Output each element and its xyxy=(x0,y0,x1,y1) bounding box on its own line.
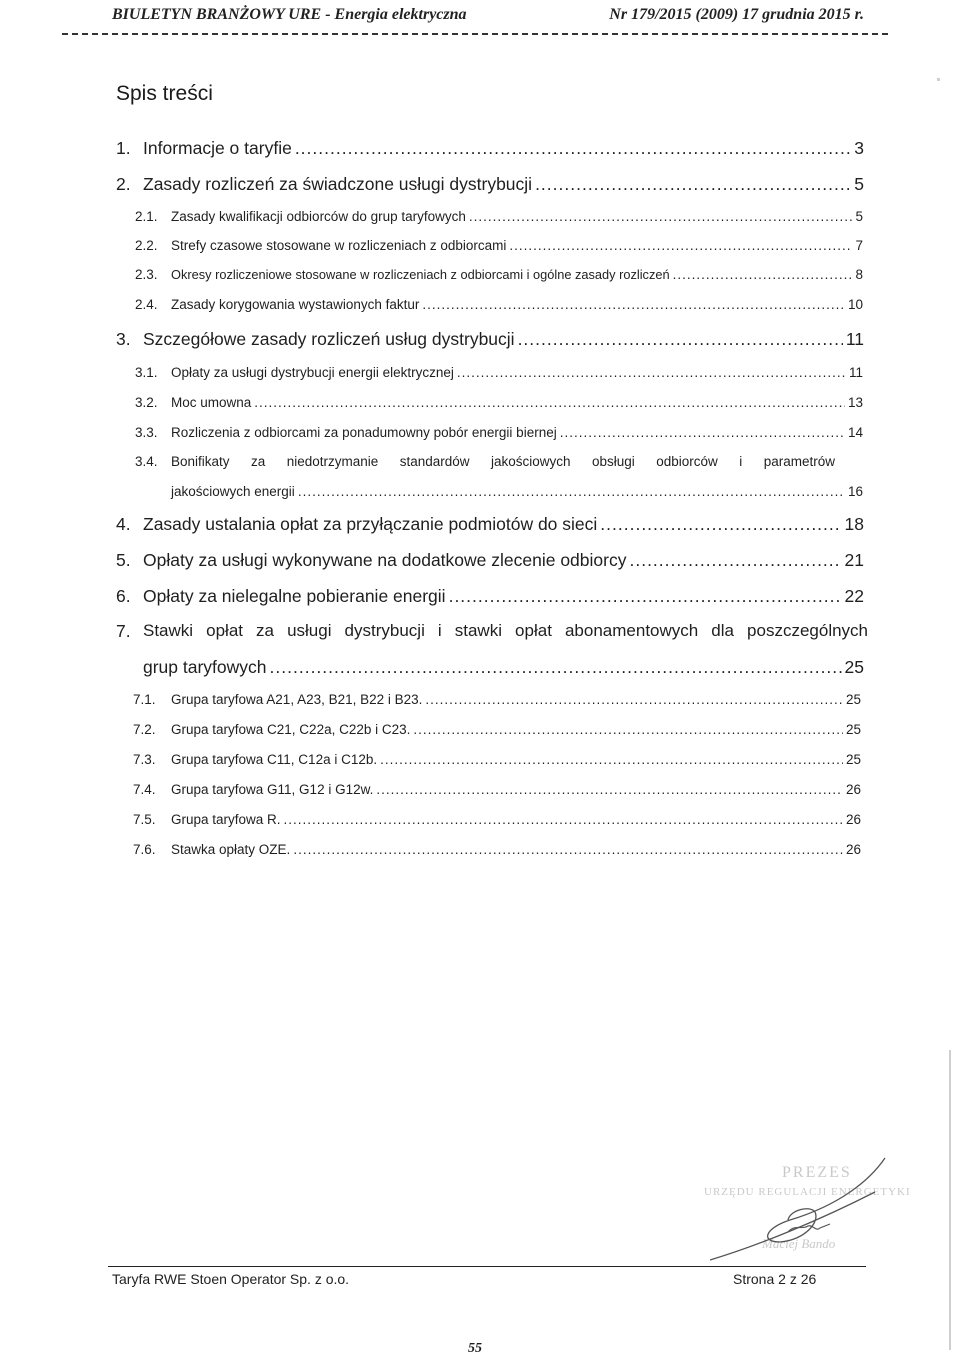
toc-entry-text: Zasady korygowania wystawionych faktur xyxy=(171,297,420,312)
toc-entry-page: 3 xyxy=(854,138,864,158)
toc-entry-number: 6. xyxy=(116,586,131,606)
stamp-line-2: URZĘDU REGULACJI ENERGETYKI xyxy=(704,1186,911,1198)
toc-leader xyxy=(298,484,845,499)
toc-entry-text: Stawka opłaty OZE. xyxy=(171,842,291,857)
toc-entry-text: jakościowych energii xyxy=(171,484,295,499)
toc-entry-3[interactable] xyxy=(116,329,864,350)
toc-entry-text: grup taryfowych xyxy=(143,657,267,677)
toc-entry-3-4-continuation[interactable] xyxy=(171,484,863,499)
toc-entry-2-2[interactable] xyxy=(135,238,863,253)
toc-entry-number: 3.3. xyxy=(135,425,158,440)
toc-entry-text: Szczegółowe zasady rozliczeń usług dystrybucji xyxy=(143,329,515,349)
stamp-line-1: PREZES xyxy=(782,1164,852,1181)
toc-entry-text: Grupa taryfowa R. xyxy=(171,812,281,827)
toc-entry-3-4[interactable] xyxy=(135,454,835,469)
toc-entry-text: Grupa taryfowa C11, C12a i C12b. xyxy=(171,752,378,767)
toc-entry-6[interactable] xyxy=(116,586,864,607)
toc-entry-number: 7.6. xyxy=(133,842,156,857)
toc-leader xyxy=(380,752,843,767)
toc-entry-number: 7.3. xyxy=(133,752,156,767)
toc-entry-page: 13 xyxy=(847,395,863,410)
toc-leader xyxy=(295,138,851,159)
toc-leader xyxy=(509,238,852,253)
toc-entry-7-continuation[interactable] xyxy=(143,657,864,678)
toc-entry-page: 26 xyxy=(845,812,861,827)
toc-leader xyxy=(535,174,851,195)
toc-entry-7-4[interactable] xyxy=(133,782,861,797)
toc-entry-text: Opłaty za usługi dystrybucji energii elektrycznej xyxy=(171,365,454,380)
toc-leader xyxy=(673,267,853,282)
toc-entry-page: 5 xyxy=(854,174,864,194)
bulletin-issue: Nr 179/2015 (2009) 17 grudnia 2015 r. xyxy=(609,6,864,23)
toc-entry-page: 11 xyxy=(848,365,863,380)
toc-entry-page: 26 xyxy=(845,782,861,797)
toc-entry-4[interactable] xyxy=(116,514,864,535)
toc-entry-text: Stawki opłat za usługi dystrybucji i stawki opłat abonamentowych dla poszczególnych xyxy=(143,621,868,640)
toc-leader xyxy=(560,425,845,440)
toc-entry-number: 2.2. xyxy=(135,238,158,253)
toc-leader xyxy=(469,209,853,224)
toc-entry-page: 25 xyxy=(844,657,864,677)
toc-leader xyxy=(518,329,843,350)
toc-entry-3-1[interactable] xyxy=(135,365,863,380)
toc-entry-text: Rozliczenia z odbiorcami za ponadumowny pobór energii biernej xyxy=(171,425,557,440)
toc-entry-text: Zasady kwalifikacji odbiorców do grup taryfowych xyxy=(171,209,466,224)
bulletin-header xyxy=(112,4,864,28)
toc-entry-text: Strefy czasowe stosowane w rozliczeniach z odbiorcami xyxy=(171,238,507,253)
toc-entry-text: Grupa taryfowa C21, C22a, C22b i C23. xyxy=(171,722,411,737)
toc-entry-text: Grupa taryfowa G11, G12 i G12w. xyxy=(171,782,374,797)
toc-entry-7-2[interactable] xyxy=(133,722,861,737)
toc-entry-number: 2.4. xyxy=(135,297,158,312)
toc-leader xyxy=(422,297,845,312)
toc-entry-number: 7. xyxy=(116,621,131,641)
toc-leader xyxy=(413,722,843,737)
toc-entry-text: Informacje o taryfie xyxy=(143,138,292,158)
toc-entry-text: Moc umowna xyxy=(171,395,252,410)
toc-leader xyxy=(376,782,843,797)
toc-entry-page: 7 xyxy=(855,238,863,253)
toc-entry-2[interactable] xyxy=(116,174,864,195)
toc-entry-page: 25 xyxy=(845,692,861,707)
toc-entry-page: 10 xyxy=(847,297,863,312)
toc-entry-7-6[interactable] xyxy=(133,842,861,857)
toc-entry-page: 16 xyxy=(847,484,863,499)
toc-title: Spis treści xyxy=(116,82,213,105)
toc-entry-2-3[interactable] xyxy=(135,267,863,282)
toc-leader xyxy=(425,692,843,707)
toc-entry-1[interactable] xyxy=(116,138,864,159)
toc-entry-2-1[interactable] xyxy=(135,209,863,224)
footer-company: Taryfa RWE Stoen Operator Sp. z o.o. xyxy=(112,1271,350,1287)
toc-entry-page: 18 xyxy=(844,514,864,534)
toc-leader xyxy=(254,395,845,410)
stamp-name: Maciej Bando xyxy=(762,1236,836,1251)
toc-entry-number: 7.5. xyxy=(133,812,156,827)
toc-entry-2-4[interactable] xyxy=(135,297,863,312)
toc-leader xyxy=(270,657,842,678)
toc-entry-number: 2.1. xyxy=(135,209,158,224)
toc-entry-page: 26 xyxy=(845,842,861,857)
bulletin-title: BIULETYN BRANŻOWY URE - Energia elektryczna xyxy=(112,6,467,23)
toc-entry-number: 1. xyxy=(116,138,131,158)
toc-entry-3-3[interactable] xyxy=(135,425,863,440)
footer-page-indicator: Strona 2 z 26 xyxy=(733,1271,817,1287)
toc-entry-number: 3.2. xyxy=(135,395,158,410)
toc-entry-number: 3.1. xyxy=(135,365,158,380)
bulletin-page-number: 55 xyxy=(468,1341,482,1356)
toc-entry-number: 7.2. xyxy=(133,722,156,737)
toc-leader xyxy=(449,586,842,607)
toc-entry-7[interactable] xyxy=(116,621,868,642)
toc-entry-text: Opłaty za usługi wykonywane na dodatkowe zlecenie odbiorcy xyxy=(143,550,627,570)
toc-entry-page: 21 xyxy=(844,550,864,570)
toc-entry-5[interactable] xyxy=(116,550,864,571)
toc-entry-number: 7.1. xyxy=(133,692,156,707)
toc-entry-number: 7.4. xyxy=(133,782,156,797)
toc-entry-number: 3.4. xyxy=(135,454,158,469)
toc-entry-number: 3. xyxy=(116,329,131,349)
toc-entry-number: 2.3. xyxy=(135,267,158,282)
footer-divider xyxy=(108,1266,866,1267)
toc-leader xyxy=(629,550,841,571)
toc-entry-number: 5. xyxy=(116,550,131,570)
official-stamp xyxy=(670,1150,910,1275)
toc-entry-text: Grupa taryfowa A21, A23, B21, B22 i B23. xyxy=(171,692,423,707)
toc-entry-page: 22 xyxy=(844,586,864,606)
toc-entry-text: Zasady rozliczeń za świadczone usługi dystrybucji xyxy=(143,174,533,194)
header-divider xyxy=(62,33,888,35)
scan-edge xyxy=(949,1050,951,1350)
toc-leader xyxy=(600,514,841,535)
scan-speck xyxy=(937,78,940,81)
toc-entry-7-5[interactable] xyxy=(133,812,861,827)
toc-entry-page: 25 xyxy=(845,752,861,767)
toc-leader xyxy=(457,365,846,380)
toc-entry-page: 25 xyxy=(845,722,861,737)
toc-entry-page: 14 xyxy=(847,425,863,440)
toc-entry-3-2[interactable] xyxy=(135,395,863,410)
toc-entry-text: Bonifikaty za niedotrzymanie standardów jakościowych obsługi odbiorców i parametrów xyxy=(171,454,835,469)
toc-leader xyxy=(293,842,843,857)
toc-entry-text: Okresy rozliczeniowe stosowane w rozliczeniach z odbiorcami i ogólne zasady rozliczeń xyxy=(171,267,670,282)
toc-entry-text: Opłaty za nielegalne pobieranie energii xyxy=(143,586,446,606)
toc-entry-page: 8 xyxy=(855,267,863,282)
toc-entry-7-1[interactable] xyxy=(133,692,861,707)
toc-entry-number: 4. xyxy=(116,514,131,534)
toc-entry-page: 5 xyxy=(855,209,863,224)
toc-leader xyxy=(284,812,843,827)
toc-entry-text: Zasady ustalania opłat za przyłączanie podmiotów do sieci xyxy=(143,514,598,534)
toc-entry-number: 2. xyxy=(116,174,131,194)
signature-icon xyxy=(670,1150,910,1275)
toc-entry-7-3[interactable] xyxy=(133,752,861,767)
toc-entry-page: 11 xyxy=(845,329,864,349)
